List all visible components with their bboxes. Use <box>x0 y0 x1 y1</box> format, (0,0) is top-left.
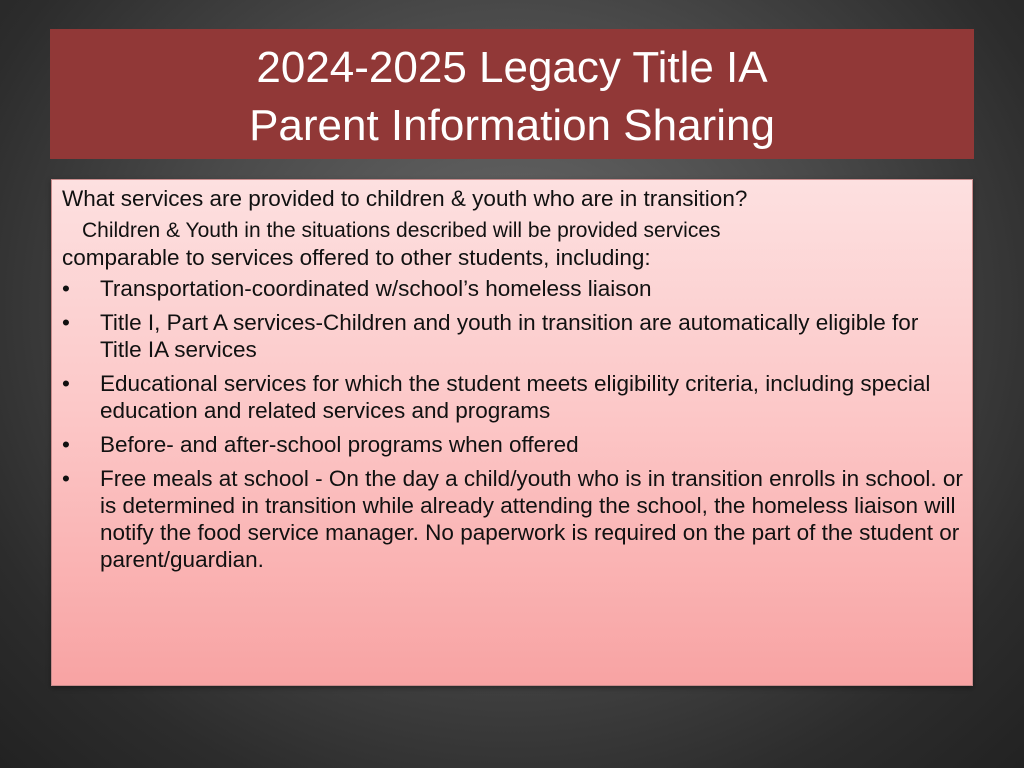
intro-rest-text: comparable to services offered to other students, including: <box>62 245 651 270</box>
bullet-item-free-meals <box>62 465 964 573</box>
bullet-text: Before- and after-school programs when offered <box>100 432 579 457</box>
bullet-item-title-ia-services <box>62 309 964 363</box>
intro-paragraph <box>62 216 964 271</box>
bullet-item-transportation <box>62 275 964 302</box>
intro-lead-text: Children & Youth in the situations described will be provided services <box>82 219 721 242</box>
bullet-item-educational-services <box>62 370 964 424</box>
bullet-icon: • <box>62 466 70 491</box>
bullet-item-before-after-school <box>62 431 964 458</box>
bullet-icon: • <box>62 310 70 335</box>
bullet-text: Free meals at school - On the day a child/youth who is in transition enrolls in school. or is determined in transition while already attending the school, the homeless liaison will notify the food service manager. No paperwork is required on the part of the student or parent/guardian. <box>100 466 963 572</box>
bullet-text: Transportation-coordinated w/school’s homeless liaison <box>100 276 652 301</box>
slide-title-line-2: Parent Information Sharing <box>249 101 775 150</box>
bullet-text: Title I, Part A services-Children and youth in transition are automatically eligible for Title IA services <box>100 310 919 362</box>
bullet-icon: • <box>62 371 70 396</box>
bullet-icon: • <box>62 276 70 301</box>
slide-title-line-1: 2024-2025 Legacy Title IA <box>256 43 768 92</box>
content-box <box>51 179 973 686</box>
question-text: What services are provided to children & youth who are in transition? <box>62 186 748 211</box>
slide-title-bar <box>50 29 974 159</box>
services-bullet-list <box>62 275 964 573</box>
bullet-icon: • <box>62 432 70 457</box>
bullet-text: Educational services for which the student meets eligibility criteria, including special education and related services and programs <box>100 371 931 423</box>
